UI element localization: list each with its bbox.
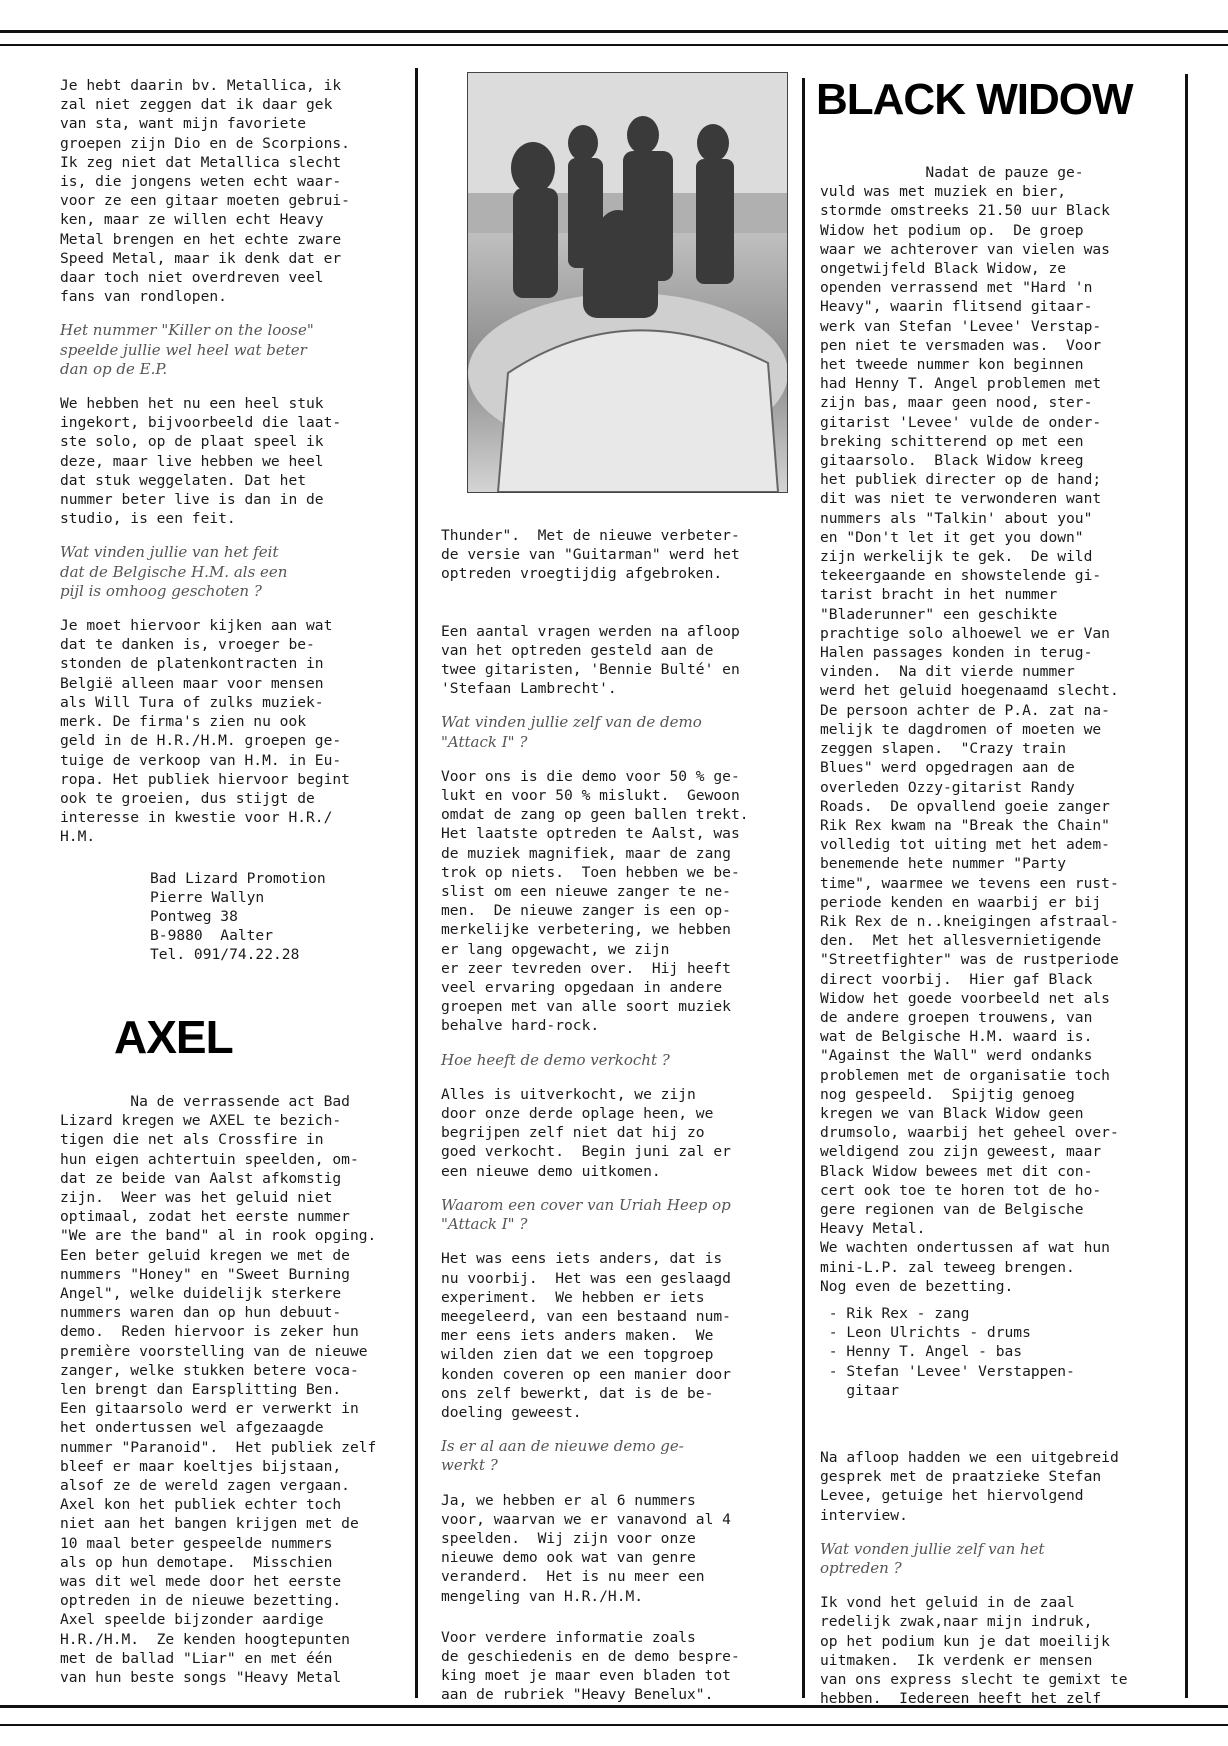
address-line: Tel. 091/74.22.28 [150, 946, 300, 964]
address-line: Bad Lizard Promotion [150, 869, 326, 887]
black-widow-review: Nadat de pauze ge- vuld was met muziek en bier, stormde omstreeks 21.50 uur Black Widow het podium op. De groep waar we achterover van vielen was ongetwijfeld Black Widow, ze openden verrassend met "Hard 'n Heavy", waarin flitsend gitaar- werk van Stefan 'Levee' Verstap- pen niet te versmaden was. Voor het tweede nummer kon beginnen had Henny T. Angel problemen met zijn bas, maar geen nood, ster- gitarist 'Levee' vulde de onder- breking schitterend op met een gitaarsolo. Black Widow kreeg het publiek directer op de hand; dit was niet te verwonderen want nummers als "Talkin' about you" en "Don't let it get you down" zijn werkelijk te gek. De wild tekeergaande en showstelende gi- tarist bracht in het nummer "Bladerunner" een geschikte prachtige solo alhoewel we er Van Halen passages konden in terug- vinden. Na dit vierde nummer werd het geluid hoegenaamd slecht. De persoon achter de P.A. zat na- melijk te dagdromen of moeten we zeggen slapen. "Crazy train Blues" werd opgedragen aan de overleden Ozzy-gitarist Randy Roads. De opvallend goeie zanger Rik Rex kwam na "Break the Chain" volledig tot uiting met het adem- benemende hete nummer "Party time", waarmee we tevens een rust- periode kenden en waarbij er bij Rik Rex de n..kneigingen afstraal- den. Met het allesvernietigende "Streetfighter" was de rustperiode direct voorbij. Hier gaf Black Widow het goede voorbeeld net als de andere groepen trouwens, van wat de Belgische H.M. waard is. "Against the Wall" werd ondanks problemen met de organisatie toch nog gespeeld. Spijtig genoeg kregen we van Black Widow geen drumsolo, waarbij het geheel over- weldigend zou zijn geweest, maar Black Widow bewees met dit con- cert ook toe te horen tot de ho- gere regionen van de Belgische Heavy Metal. We wachten ondertussen af wat hun mini-L.P. zal teweeg brengen. Nog even de bezetting. [820, 164, 1119, 1295]
interview-question: Wat vinden jullie zelf van de demo "Attack I" ? [441, 713, 702, 751]
lineup-item: - Rik Rex - zang [820, 1304, 970, 1322]
left-column [60, 76, 410, 965]
contact-address [150, 869, 410, 965]
right-paragraph: Na afloop hadden we een uitgebreid gesprek met de praatzieke Stefan Levee, getuige het hiervolgend interview. [820, 1449, 1119, 1524]
axel-review [60, 1092, 410, 1687]
top-rule-1 [0, 30, 1228, 33]
column-divider-right [1185, 74, 1188, 1698]
interview-question: Is er al aan de nieuwe demo ge- werkt ? [441, 1437, 684, 1475]
lineup-item: - Leon Ulrichts - drums [820, 1324, 1031, 1342]
middle-paragraph: Voor verdere informatie zoals de geschiedenis en de demo bespre- king moet je maar even bladen tot aan de rubriek "Heavy Benelux". [441, 1628, 740, 1704]
left-paragraph: Je hebt daarin bv. Metallica, ik zal niet zeggen dat ik daar gek van sta, want mijn favoriete groepen zijn Dio en de Scorpions. Ik zeg niet dat Metallica slecht is, die jongens weten echt waar- voor ze een gitaar moeten gebrui- ken, maar ze willen echt Heavy Metal brengen en het echte zware Speed Metal, maar ik denk dat er daar toch niet overdreven veel fans van rondlopen. [60, 77, 350, 306]
lineup-item: - Stefan 'Levee' Verstappen- [820, 1362, 1075, 1380]
band-photo-image [468, 73, 787, 492]
address-line: Pontweg 38 [150, 907, 238, 925]
middle-paragraph: Voor ons is die demo voor 50 % ge- lukt en voor 50 % mislukt. Gewoon omdat de zang op geen ballen trekt. Het laatste optreden te Aalst, was de muziek magnifiek, maar de zang trok op niets. Toen hebben we be- slist om een nieuwe zanger te ne- men. De nieuwe zanger is een op- merkelijke verbetering, we hebben er lang opgewacht, we zijn er zeer tevreden over. Hij heeft veel ervaring opgedaan in andere groepen met van alle soort muziek behalve hard-rock. [441, 767, 749, 1035]
middle-paragraph: Het was eens iets anders, dat is nu voorbij. Het was een geslaagd experiment. We hebben er iets meegeleerd, van een bestaand num- mer eens iets anders maken. We wilden zien dat we een topgroep konden coveren op een manier door ons zelf bewerkt, dat is de be- doeling geweest. [441, 1250, 731, 1421]
column-divider-1 [415, 68, 418, 1698]
right-paragraph: Ik vond het geluid in de zaal redelijk zwak,naar mijn indruk, op het podium kun je dat moeilijk uitmaken. Ik verdenk er mensen van ons express slecht te gemixt te hebben. Iedereen heeft het zelf [820, 1594, 1128, 1708]
lineup-item: - Henny T. Angel - bas [820, 1343, 1023, 1361]
left-paragraph: Je moet hiervoor kijken aan wat dat te danken is, vroeger be- stonden de platenkontracten in België alleen maar voor mensen als Will Tura of zulks muziek- merk. De firma's zien nu ook geld in de H.R./H.M. groepen ge- tuige de verkoop van H.M. in Eu- ropa. Het publiek hiervoor begint ook te groeien, dus stijgt de interesse in kwestie voor H.R./ H.M. [60, 617, 350, 846]
bottom-rule-2 [0, 1724, 1228, 1726]
middle-paragraph: Een aantal vragen werden na afloop van het optreden gesteld aan de twee gitaristen, 'Bennie Bulté' en 'Stefaan Lambrecht'. [441, 622, 740, 698]
left-paragraph: We hebben het nu een heel stuk ingekort, bijvoorbeeld die laat- ste solo, op de plaat speel ik deze, maar live hebben we heel dat stuk weggelaten. Dat het nummer beter live is dan in de studio, is een feit. [60, 395, 342, 528]
axel-review-text: Na de verrassende act Bad Lizard kregen we AXEL te bezich- tigen die net als Crossfire in hun eigen achtertuin speelden, om- dat ze beide van Aalst afkomstig zijn. Weer was het geluid niet optimaal, zodat het eerste nummer "We are the band" al in rook opging. Een beter geluid kregen we met de nummers "Honey" en "Sweet Burning Angel", welke duidelijk sterkere nummers waren dan op hun debuut- demo. Reden hiervoor is zeker hun première voorstelling van de nieuwe zanger, welke stukken betere voca- len brengt dan Earsplitting Ben. Een gitaarsolo werd er verwerkt in het ondertussen wel afgezaagde nummer "Paranoid". Het publiek zelf bleef er maar koeltjes bijstaan, alsof ze de wereld zagen vergaan. Axel kon het publiek echter toch niet aan het bangen krijgen met de 10 maal beter gespeelde nummers als op hun demotape. Misschien was dit wel mede door het eerste optreden in de nieuwe bezetting. Axel speelde bijzonder aardige H.R./H.M. Ze kenden hoogtepunten met de ballad "Liar" en met één van hun beste songs "Heavy Metal [60, 1093, 377, 1687]
interview-question: Wat vonden jullie zelf van het optreden ? [820, 1539, 1045, 1578]
interview-question: Wat vinden jullie van het feit dat de Belgische H.M. als een pijl is omhoog geschoten ? [60, 543, 288, 600]
middle-paragraph: Alles is uitverkocht, we zijn door onze derde oplage heen, we begrijpen zelf niet dat hij zo goed verkocht. Begin juni zal er een nieuwe demo uitkomen. [441, 1085, 731, 1180]
interview-question: Het nummer "Killer on the loose" speelde jullie wel heel wat beter dan op de E.P. [60, 321, 314, 378]
black-widow-heading: BLACK WIDOW [816, 75, 1133, 124]
top-rule-2 [0, 44, 1228, 46]
address-line: Pierre Wallyn [150, 888, 265, 906]
column-divider-2 [802, 78, 805, 1698]
band-lineup [820, 1304, 1180, 1400]
band-photo [467, 72, 788, 493]
axel-heading: AXEL [114, 1011, 233, 1063]
middle-column [441, 526, 801, 1720]
lineup-item: gitaar [820, 1381, 900, 1399]
interview-question: Hoe heeft de demo verkocht ? [441, 1050, 670, 1069]
right-column [820, 163, 1180, 1723]
middle-paragraph: Thunder". Met de nieuwe verbeter- de versie van "Guitarman" werd het optreden vroegtijdig afgebroken. [441, 527, 740, 583]
interview-question: Waarom een cover van Uriah Heep op "Attack I" ? [441, 1195, 731, 1234]
middle-paragraph: Ja, we hebben er al 6 nummers voor, waarvan we er vanavond al 4 speelden. Wij zijn voor onze nieuwe demo ook wat van genre veranderd. Het is nu meer een mengeling van H.R./H.M. [441, 1491, 731, 1605]
address-line: B-9880 Aalter [150, 927, 274, 945]
